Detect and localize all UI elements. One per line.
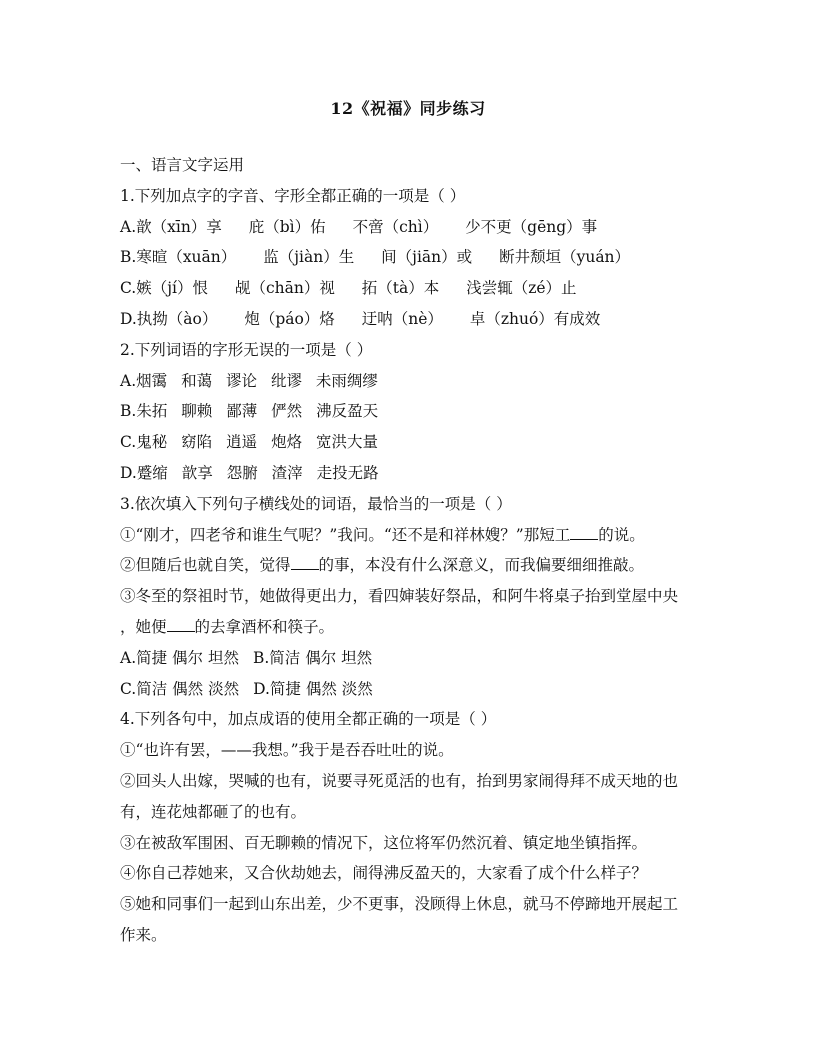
option-word: 纰谬	[270, 371, 302, 390]
option-word: 渣滓	[271, 463, 303, 482]
question-3-options-row-1	[120, 643, 710, 674]
option-item: 炮（páo）烙	[244, 309, 335, 328]
question-4-sentence-5-line-1: ⑤她和同事们一起到山东出差，少不更事，没顾得上休息，就马不停蹄地开展起工	[120, 895, 679, 914]
sentence-text: 的事，本没有什么深意义，而我偏要细细推敲。	[318, 556, 645, 575]
option-word: 窈陷	[181, 433, 213, 452]
question-1-option-a	[120, 212, 710, 243]
option-word: 歆享	[181, 463, 213, 482]
fill-blank	[291, 555, 319, 570]
question-3-sentence-2	[120, 550, 710, 581]
option-item: 不啻（chì）	[352, 217, 439, 236]
question-3-stem: 3.依次填入下列句子横线处的词语，最恰当的一项是（ ）	[120, 494, 512, 513]
option-item: 觇（chān）视	[234, 279, 335, 298]
option-word: 走投无路	[316, 463, 379, 482]
option-word: 逍遥	[226, 433, 258, 452]
option-word: B.朱拓	[120, 402, 168, 421]
option-word: 未雨绸缪	[315, 371, 378, 390]
option-item: 迂呐（nè）	[361, 309, 443, 328]
option-word: 俨然	[271, 402, 303, 421]
question-1-option-c	[120, 273, 710, 304]
option-word: 怨腑	[226, 463, 258, 482]
option-item: 监（jiàn）生	[263, 248, 355, 267]
question-2-option-c	[120, 427, 710, 458]
option-word: 聊赖	[181, 402, 213, 421]
option-item: 浅尝辄（zé）止	[466, 279, 577, 298]
question-4-sentence-2-line-2: 有，连花烛都砸了的也有。	[120, 802, 307, 821]
option-word: A.烟霭	[120, 371, 168, 390]
option-word: 和蔼	[181, 371, 213, 390]
option-item: C.简洁 偶然 淡然	[120, 679, 240, 698]
option-word: D.蹙缩	[120, 463, 168, 482]
question-3-options-row-2	[120, 674, 710, 705]
option-item: 间（jiān）或	[381, 248, 473, 267]
sentence-text: ①“刚才，四老爷和谁生气呢？”我问。“还不是和祥林嫂？”那短工	[120, 525, 571, 544]
fill-blank	[167, 617, 195, 632]
option-item: 少不更（gēng）事	[465, 217, 598, 236]
option-item: B.寒暄（xuān）	[120, 248, 237, 267]
sentence-text: ②但随后也就自笑，觉得	[120, 556, 291, 575]
question-2-option-b	[120, 396, 710, 427]
option-item: 庇（bì）佑	[248, 217, 326, 236]
option-item: 拓（tà）本	[361, 279, 440, 298]
option-item: A.歆（xīn）享	[120, 217, 222, 236]
question-2-option-d	[120, 458, 710, 489]
option-item: C.嫉（jí）恨	[120, 279, 208, 298]
question-1-option-b	[120, 242, 710, 273]
question-3-sentence-1	[120, 520, 710, 551]
question-4-sentence-5-line-2: 作来。	[120, 925, 167, 944]
page-title: 12《祝福》同步练习	[330, 99, 486, 118]
sentence-text: 的说。	[598, 525, 645, 544]
question-2-option-a	[120, 366, 710, 397]
question-4-sentence-2-line-1: ②回头人出嫁，哭喊的也有，说要寻死觅活的也有，抬到男家闹得拜不成天地的也	[120, 771, 679, 790]
question-4-sentence-4: ④你自己荐她来，又合伙劫她去，闹得沸反盈天的，大家看了成个什么样子？	[120, 864, 648, 883]
question-4-stem: 4.下列各句中，加点成语的使用全都正确的一项是（ ）	[120, 710, 497, 729]
fill-blank	[570, 525, 598, 540]
option-item: 断井颓垣（yuán）	[499, 248, 631, 267]
option-item: D.执拗（ào）	[120, 309, 218, 328]
option-item: 卓（zhuó）有成效	[469, 309, 601, 328]
question-2-stem: 2.下列词语的字形无误的一项是（ ）	[120, 340, 373, 359]
option-word: 鄙薄	[226, 402, 258, 421]
option-item: D.简捷 偶然 淡然	[253, 679, 373, 698]
sentence-text: ，她便	[120, 617, 167, 636]
option-item: B.简洁 偶尔 坦然	[252, 648, 373, 667]
question-1-option-d	[120, 304, 710, 335]
question-4-sentence-3: ③在被敌军围困、百无聊赖的情况下，这位将军仍然沉着、镇定地坐镇指挥。	[120, 833, 648, 852]
question-4-sentence-1: ①“也许有罢，——我想。”我于是吞吞吐吐的说。	[120, 741, 454, 760]
option-item: A.简捷 偶尔 坦然	[120, 648, 239, 667]
option-word: 谬论	[226, 371, 258, 390]
document-body	[120, 150, 710, 951]
question-3-sentence-3-line-1: ③冬至的祭祖时节，她做得更出力，看四婶装好祭品，和阿牛将桌子抬到堂屋中央	[120, 587, 679, 606]
option-word: 宽洪大量	[316, 433, 379, 452]
option-word: 沸反盈天	[316, 402, 379, 421]
option-word: C.鬼秘	[120, 433, 168, 452]
sentence-text: 的去拿酒杯和筷子。	[194, 617, 335, 636]
section-heading: 一、语言文字运用	[120, 156, 245, 174]
option-word: 炮烙	[271, 433, 303, 452]
question-3-sentence-3-line-2	[120, 612, 710, 643]
question-1-stem: 1.下列加点字的字音、字形全都正确的一项是（ ）	[120, 186, 466, 205]
